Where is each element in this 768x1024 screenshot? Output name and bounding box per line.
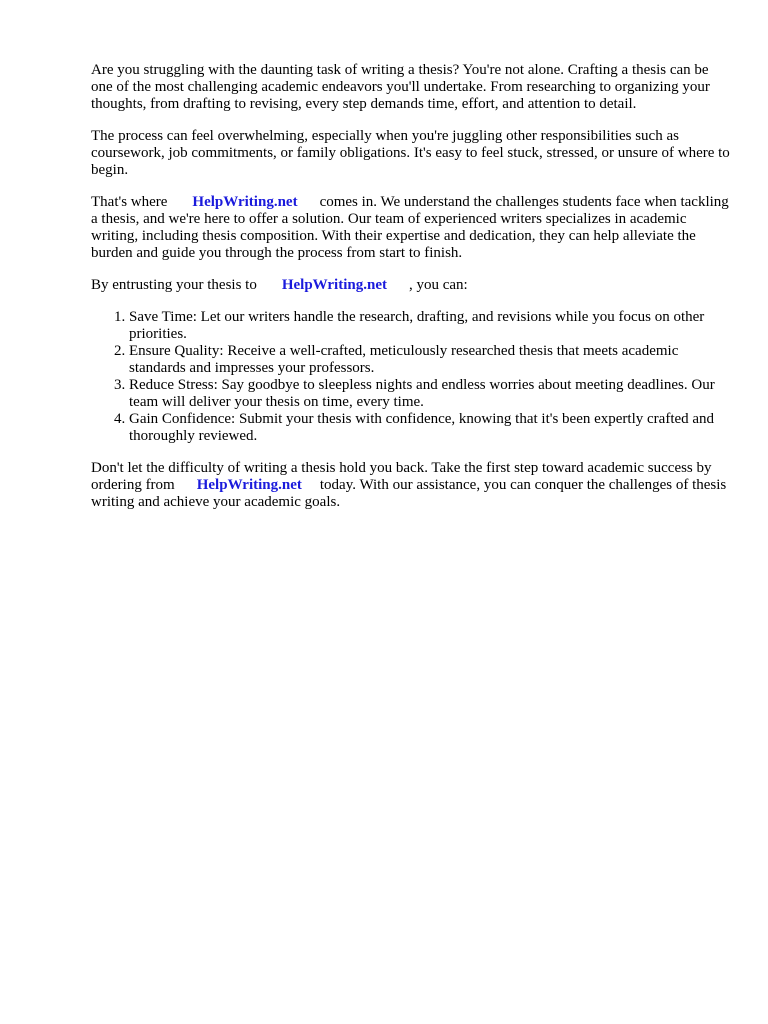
list-item: 1. Save Time: Let our writers handle the research, drafting, and revisions while you focus on other priorities. (129, 309, 731, 343)
document-body (91, 62, 731, 526)
closing-text-before: Don't let the difficulty of writing a thesis hold you back. Take the first step toward academic success by ordering from (91, 460, 712, 493)
list-item: 4. Gain Confidence: Submit your thesis with confidence, knowing that it's been expertly crafted and thoroughly reviewed. (129, 411, 731, 445)
service-text-before: That's where (91, 194, 168, 210)
service-text-after: comes in. We understand the challenges students face when tackling a thesis, and we're here to offer a solution. Our team of experienced writers specializes in academic writing, including thesis composition. With their expertise and dedication, they can help alleviate the burden and guide you through the process from start to finish. (91, 194, 729, 261)
service-paragraph (91, 194, 731, 262)
closing-paragraph (91, 460, 731, 511)
entrust-text-before: By entrusting your thesis to (91, 277, 257, 293)
process-paragraph: The process can feel overwhelming, especially when you're juggling other responsibilities such as coursework, job commitments, or family obligations. It's easy to feel stuck, stressed, or unsure of where to begin. (91, 128, 730, 178)
helpwriting-link[interactable]: HelpWriting.net (281, 277, 387, 293)
benefits-list (91, 309, 731, 445)
helpwriting-link[interactable]: HelpWriting.net (192, 194, 298, 210)
helpwriting-link[interactable]: HelpWriting.net (196, 477, 302, 493)
intro-paragraph: Are you struggling with the daunting task of writing a thesis? You're not alone. Crafting a thesis can be one of the most challenging academic endeavors you'll undertake. From researching to organizing your thoughts, from drafting to revising, every step demands time, effort, and attention to detail. (91, 62, 710, 112)
list-item: 2. Ensure Quality: Receive a well-crafted, meticulously researched thesis that meets academic standards and impresses your professors. (129, 343, 731, 377)
entrust-text-after: , you can: (408, 277, 468, 293)
list-item: 3. Reduce Stress: Say goodbye to sleepless nights and endless worries about meeting deadlines. Our team will deliver your thesis on time, every time. (129, 377, 731, 411)
closing-text-after: today. With our assistance, you can conquer the challenges of thesis writing and achieve your academic goals. (91, 477, 727, 510)
entrust-paragraph (91, 277, 731, 294)
